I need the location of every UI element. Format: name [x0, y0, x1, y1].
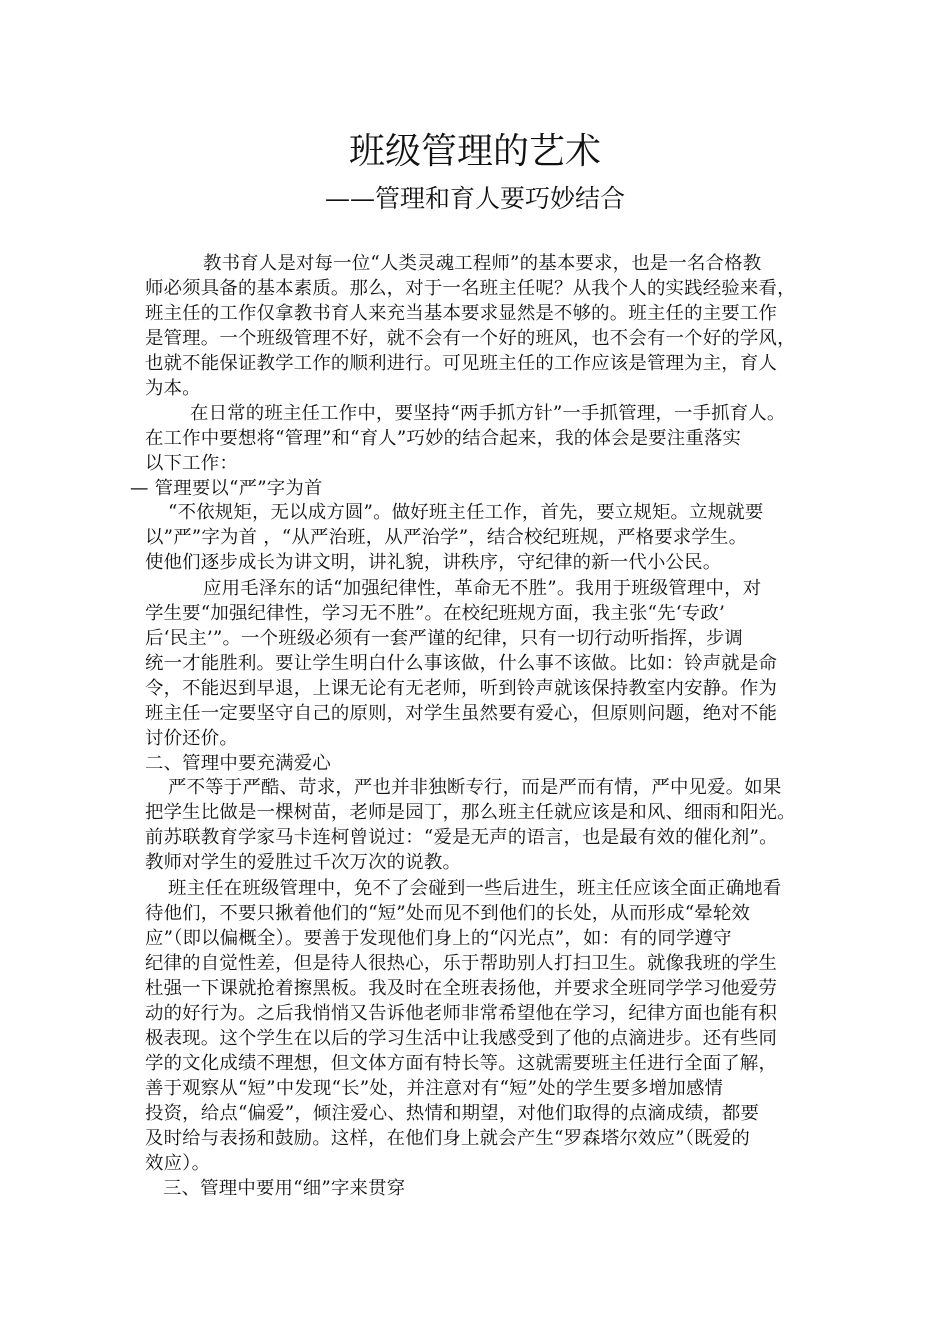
text-line: 班主任的工作仅拿教书育人来充当基本要求显然是不够的。班主任的主要工作: [145, 303, 778, 324]
text-line: 也就不能保证教学工作的顺利进行。可见班主任的工作应该是管理为主，育人: [145, 353, 778, 374]
text-line: 为本。: [145, 378, 201, 399]
text-line: 以下工作：: [145, 453, 238, 474]
text-line: 师必须具备的基本素质。那么，对于一名班主任呢？从我个人的实践经验来看，: [145, 278, 796, 299]
text-line: 讨价还价。: [145, 728, 238, 749]
text-line: 动的好行为。之后我悄悄又告诉他老师非常希望他在学习，纪律方面也能有积: [145, 1003, 778, 1024]
text-line: 应用毛泽东的话“加强纪律性，革命无不胜”。我用于班级管理中，对: [203, 578, 762, 599]
text-line: 投资，给点“偏爱”，倾注爱心、热情和期望，对他们取得的点滴成绩，都要: [145, 1103, 760, 1124]
section-heading: — 管理要以“严”字为首: [130, 478, 323, 499]
text-line: 令，不能迟到早退，上课无论有无老师，听到铃声就该保持教室内安静。作为: [145, 678, 778, 699]
document-subtitle: ——管理和育人要巧妙结合: [324, 184, 625, 213]
text-line: 教书育人是对每一位“人类灵魂工程师”的基本要求，也是一名合格教: [203, 253, 762, 274]
text-line: 效应）。: [145, 1153, 211, 1174]
text-line: 极表现。这个学生在以后的学习生活中让我感受到了他的点滴进步。还有些同: [145, 1028, 778, 1049]
text-line: 杜强一下课就抢着擦黑板。我及时在全班表扬他，并要求全班同学学习他爱劳: [145, 978, 778, 999]
text-line: 统一才能胜利。要让学生明白什么事该做，什么事不该做。比如：铃声就是命: [145, 653, 778, 674]
text-line: 是管理。一个班级管理不好，就不会有一个好的班风，也不会有一个好的学风，: [145, 328, 796, 349]
section-heading: 三、管理中要用“细”字来贯穿: [163, 1178, 406, 1199]
text-line: 教师对学生的爱胜过千次万次的说教。: [145, 852, 462, 873]
text-line: 学的文化成绩不理想，但文体方面有特长等。这就需要班主任进行全面了解，: [145, 1053, 778, 1074]
text-line: 应”（即以偏概全）。要善于发现他们身上的“闪光点”，如：有的同学遵守: [145, 928, 732, 949]
text-line: 在日常的班主任工作中，要坚持“两手抓方针”一手抓管理，一手抓育人。: [190, 403, 786, 424]
text-line: 及时给与表扬和鼓励。这样，在他们身上就会产生“罗森塔尔效应”（既爱的: [145, 1128, 750, 1149]
text-line: 班主任在班级管理中，免不了会碰到一些后进生，班主任应该全面正确地看: [168, 878, 782, 899]
text-line: “不依规矩，无以成方圆”。做好班主任工作，首先，要立规矩。立规就要: [168, 502, 764, 523]
document-title: 班级管理的艺术: [348, 131, 601, 172]
text-line: 以”严”字为首 ，“从严治班，从严治学”，结合校纪班规，严格要求学生。: [145, 527, 748, 548]
text-line: 学生要“加强纪律性，学习无不胜”。在校纪班规方面，我主张“先‘专政’: [145, 603, 726, 624]
text-line: 待他们，不要只揪着他们的“短”处而见不到他们的长处，从而形成“晕轮效: [145, 903, 751, 924]
text-line: 使他们逐步成长为讲文明，讲礼貌，讲秩序，守纪律的新一代小公民。: [145, 552, 722, 573]
text-line: 班主任一定要坚守自己的原则，对学生虽然要有爱心，但原则问题，绝对不能: [145, 703, 778, 724]
text-line: 在工作中要想将“管理”和“育人”巧妙的结合起来，我的体会是要注重落实: [145, 428, 742, 449]
text-line: 严不等于严酷、苛求，严也并非独断专行，而是严而有情，严中见爱。如果: [168, 777, 782, 798]
text-line: 纪律的自觉性差，但是待人很热心，乐于帮助别人打扫卫生。就像我班的学生: [145, 953, 778, 974]
text-line: 前苏联教育学家马卡连柯曾说过：“爱是无声的语言，也是最有效的催化剂”。: [145, 827, 778, 848]
text-line: 善于观察从“短”中发现“长”处，并注意对有“短”处的学生要多增加感情: [145, 1078, 724, 1099]
text-line: 把学生比做是一棵树苗，老师是园丁，那么班主任就应该是和风、细雨和阳光。: [145, 802, 796, 823]
section-heading: 二、管理中要充满爱心: [145, 753, 331, 774]
text-line: 后‘民主’”。一个班级必须有一套严谨的纪律，只有一切行动听指挥，步调: [145, 628, 744, 649]
